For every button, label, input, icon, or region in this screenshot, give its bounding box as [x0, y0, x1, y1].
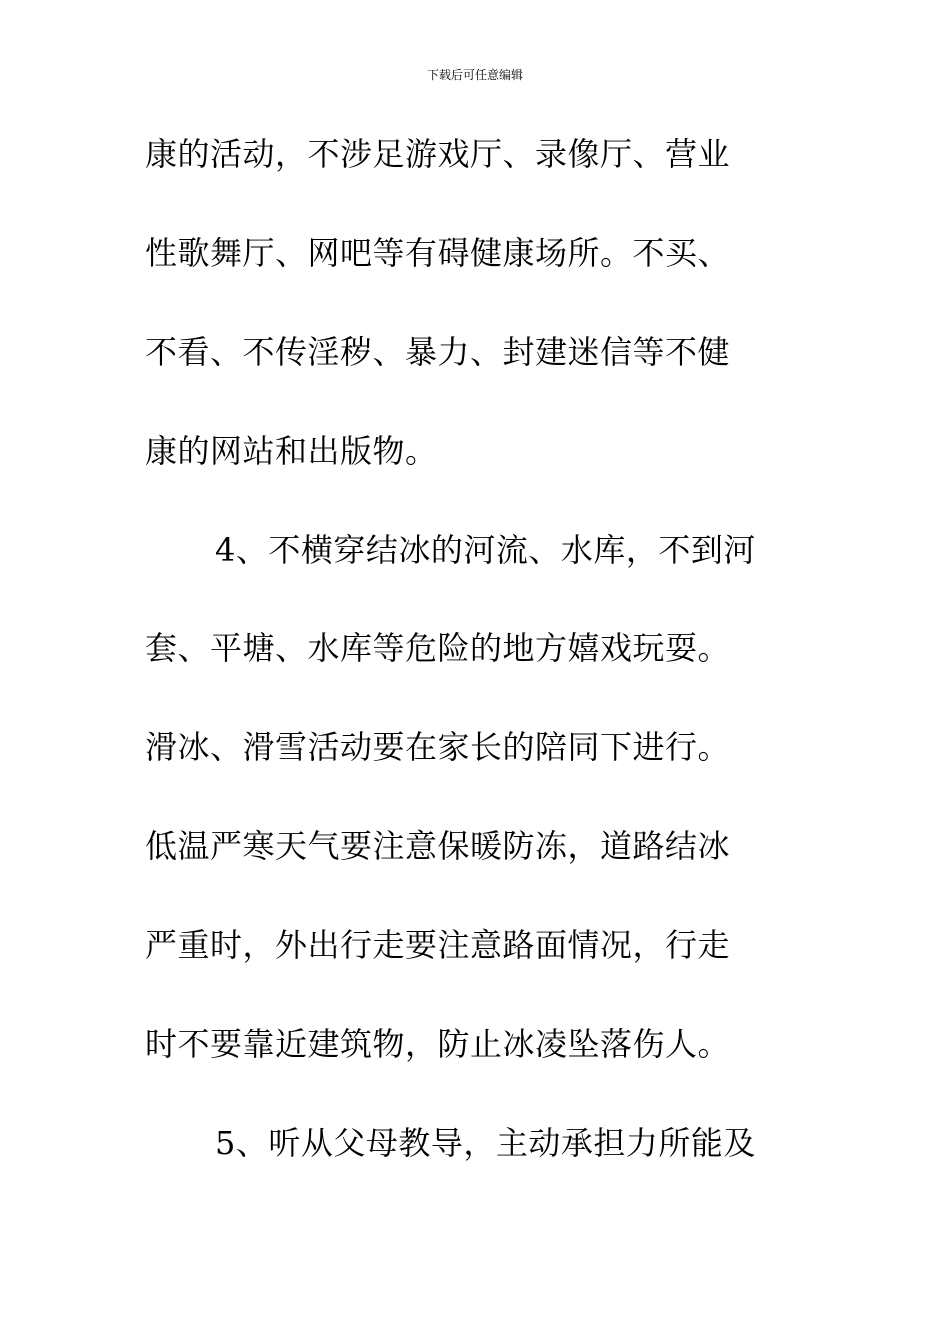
text-line: 不看、不传淫秽、暴力、封建迷信等不健 — [145, 332, 731, 371]
text-line: 5、听从父母教导，主动承担力所能及 — [215, 1123, 756, 1162]
page-header: 下载后可任意编辑 — [426, 68, 523, 82]
text-line: 时不要靠近建筑物，防止冰凌坠落伤人。 — [145, 1025, 731, 1064]
body-text — [145, 124, 805, 1212]
text-line: 康的活动，不涉足游戏厅、录像厅、营业 — [145, 135, 731, 173]
text-line: 套、平塘、水库等危险的地方嬉戏玩耍。 — [145, 629, 731, 668]
text-line: 4、不横穿结冰的河流、水库，不到河 — [215, 530, 756, 569]
text-line: 低温严寒天气要注意保暖防冻，道路结冰 — [145, 827, 731, 866]
text-line: 康的网站和出版物。 — [145, 431, 438, 470]
text-line: 严重时，外出行走要注意路面情况，行走 — [145, 926, 731, 965]
text-line: 性歌舞厅、网吧等有碍健康场所。不买、 — [145, 233, 731, 272]
text-line: 滑冰、滑雪活动要在家长的陪同下进行。 — [145, 728, 731, 767]
